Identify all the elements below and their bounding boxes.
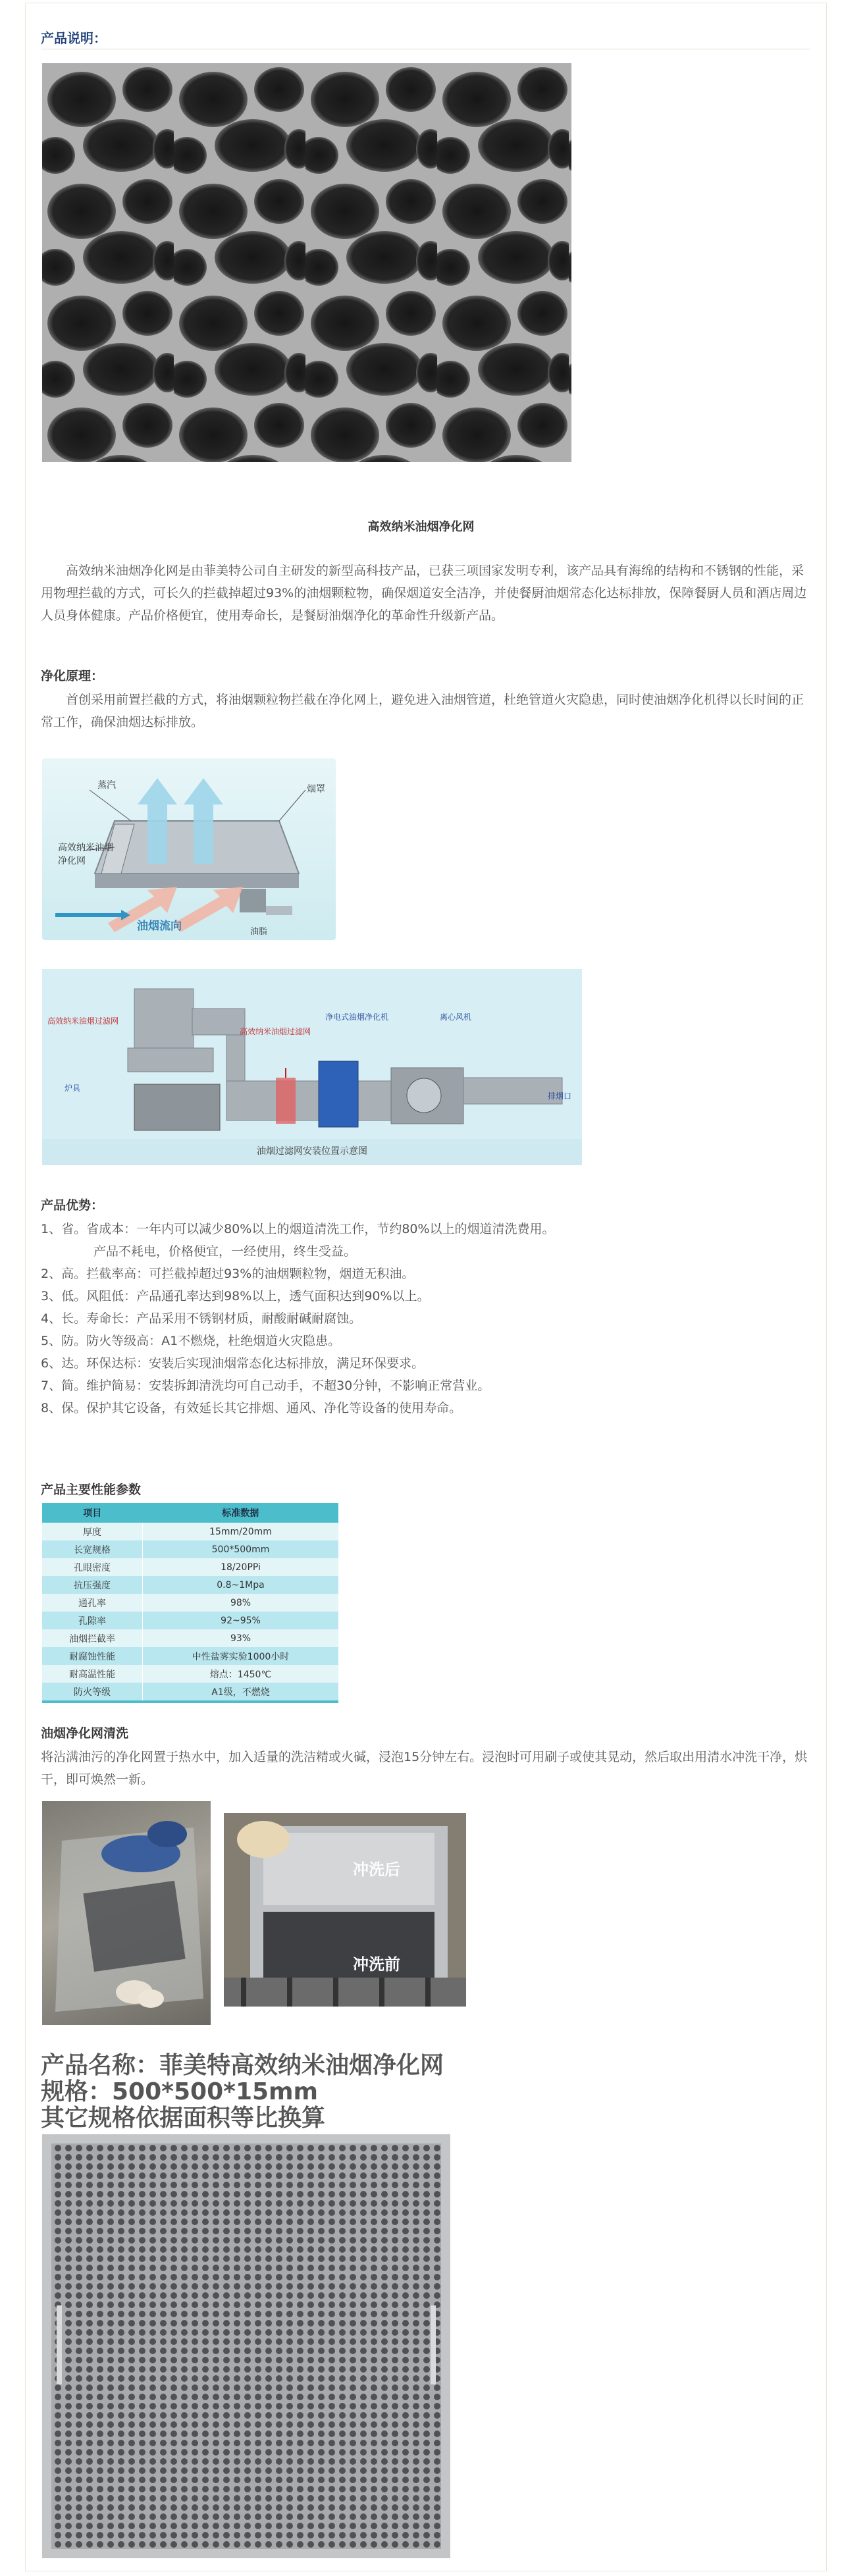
table-row (42, 1576, 338, 1594)
advantage-item: 2、高。拦截率高：可拦截掉超过93%的油烟颗粒物，烟道无积油。 (41, 1267, 415, 1281)
param-name: 长宽规格 (42, 1540, 143, 1558)
param-name: 通孔率 (42, 1594, 143, 1612)
diagram-label-filter: 高效纳米油烟 净化网 (58, 843, 113, 866)
diagram-label-flow: 油烟流向 (137, 920, 182, 933)
param-value: A1级，不燃烧 (143, 1683, 339, 1700)
diagram2-label-filter-mid: 高效纳米油烟过滤网 (240, 1027, 311, 1036)
foam-microstructure-image (42, 63, 571, 462)
param-value: 中性盐雾实验1000小时 (143, 1647, 339, 1665)
param-name: 孔眼密度 (42, 1558, 143, 1576)
product-note: 其它规格依据面积等比换算 (41, 2105, 326, 2132)
product-name: 产品名称：菲美特高效纳米油烟净化网 (41, 2052, 444, 2079)
diagram2-label-filter-left: 高效纳米油烟过滤网 (47, 1016, 119, 1026)
wash-label-before: 冲洗前 (353, 1955, 400, 1974)
advantages-list (41, 1218, 810, 1419)
param-name: 厚度 (42, 1523, 143, 1540)
table-row (42, 1523, 338, 1540)
diagram2-label-outlet: 排烟口 (548, 1091, 572, 1101)
principle-heading: 净化原理： (41, 669, 104, 683)
param-name: 防火等级 (42, 1683, 143, 1700)
advantage-item: 6、达。环保达标：安装后实现油烟常态化达标排放，满足环保要求。 (41, 1356, 425, 1371)
param-value: 98% (143, 1594, 339, 1612)
advantage-item: 1、省。省成本：一年内可以减少80%以上的烟道清洗工作，节约80%以上的烟道清洗费用。 (41, 1222, 555, 1236)
filter-principle-diagram (42, 758, 336, 940)
advantage-item: 3、低。风阻低：产品通孔率达到98%以上，透气面积达到90%以上。 (41, 1289, 430, 1303)
params-col-item: 项目 (42, 1503, 143, 1523)
cleaning-photo-compare (224, 1813, 466, 2007)
table-row (42, 1540, 338, 1558)
section-title: 产品说明： (41, 30, 107, 46)
table-row (42, 1594, 338, 1612)
param-value: 15mm/20mm (143, 1523, 339, 1540)
table-row (42, 1647, 338, 1665)
param-name: 耐高温性能 (42, 1665, 143, 1683)
product-caption: 高效纳米油烟净化网 (367, 520, 475, 534)
diagram2-label-fan: 离心风机 (440, 1012, 472, 1022)
param-name: 抗压强度 (42, 1576, 143, 1594)
diagram-label-steam: 蒸汽 (97, 780, 116, 791)
table-row (42, 1629, 338, 1647)
cleaning-heading: 油烟净化网清洗 (41, 1726, 129, 1741)
advantage-item: 7、简。维护简易：安装拆卸清洗均可自己动手，不超30分钟，不影响正常营业。 (41, 1379, 490, 1393)
param-value: 18/20PPi (143, 1558, 339, 1576)
params-heading: 产品主要性能参数 (41, 1483, 142, 1497)
advantages-heading: 产品优势： (41, 1198, 104, 1213)
diagram2-label-purifier: 净电式油烟净化机 (325, 1012, 389, 1022)
param-value: 500*500mm (143, 1540, 339, 1558)
param-value: 92~95% (143, 1612, 339, 1629)
cleaning-paragraph: 将沾满油污的净化网置于热水中，加入适量的洗洁精或火碱，浸泡15分钟左右。浸泡时可用刷子或使其晃动，然后取出用清水冲洗干净，烘干，即可焕然一新。 (41, 1750, 808, 1787)
table-row (42, 1558, 338, 1576)
table-row (42, 1683, 338, 1700)
diagram2-label-hood: 炉具 (65, 1084, 81, 1093)
wash-label-after: 冲洗后 (353, 1860, 400, 1879)
params-table (42, 1503, 338, 1700)
param-value: 0.8~1Mpa (143, 1576, 339, 1594)
advantage-item: 产品不耗电，价格便宜，一经使用，终生受益。 (93, 1244, 357, 1259)
filter-panel-photo (42, 2134, 450, 2558)
diagram-label-hood: 烟罩 (307, 784, 325, 795)
advantage-item: 8、保。保护其它设备，有效延长其它排烟、通风、净化等设备的使用寿命。 (41, 1401, 462, 1415)
table-bottom-rule (42, 1700, 338, 1703)
intro-paragraph: 高效纳米油烟净化网是由菲美特公司自主研发的新型高科技产品，已获三项国家发明专利，该产品具有海绵的结构和不锈钢的性能，采用物理拦截的方式，可长久的拦截掉超过93%的油烟颗粒物，确保烟道安全洁净，并使餐厨油烟常态化达标排放，保障餐厨人员和酒店周边人员身体健康。产品价格便宜，使用寿命长，是餐厨油烟净化的革命性升级新产品。 (41, 564, 807, 623)
product-spec: 规格：500*500*15mm (41, 2078, 319, 2105)
param-value: 熔点：1450℃ (143, 1665, 339, 1683)
table-row (42, 1665, 338, 1683)
diagram-label-oil: 油脂 (250, 927, 268, 937)
installation-diagram (42, 969, 582, 1165)
params-table-wrap (42, 1503, 338, 1703)
params-col-value: 标准数据 (143, 1503, 339, 1523)
cleaning-photo-washing (42, 1801, 211, 2025)
param-name: 耐腐蚀性能 (42, 1647, 143, 1665)
param-name: 油烟拦截率 (42, 1629, 143, 1647)
advantage-item: 5、防。防火等级高：A1不燃烧，杜绝烟道火灾隐患。 (41, 1334, 341, 1348)
param-name: 孔隙率 (42, 1612, 143, 1629)
advantage-item: 4、长。寿命长：产品采用不锈钢材质，耐酸耐碱耐腐蚀。 (41, 1311, 362, 1326)
table-row (42, 1612, 338, 1629)
diagram2-caption: 油烟过滤网安装位置示意图 (257, 1146, 367, 1157)
principle-paragraph: 首创采用前置拦截的方式，将油烟颗粒物拦截在净化网上，避免进入油烟管道，杜绝管道火灾隐患，同时使油烟净化机得以长时间的正常工作，确保油烟达标排放。 (41, 693, 804, 729)
param-value: 93% (143, 1629, 339, 1647)
